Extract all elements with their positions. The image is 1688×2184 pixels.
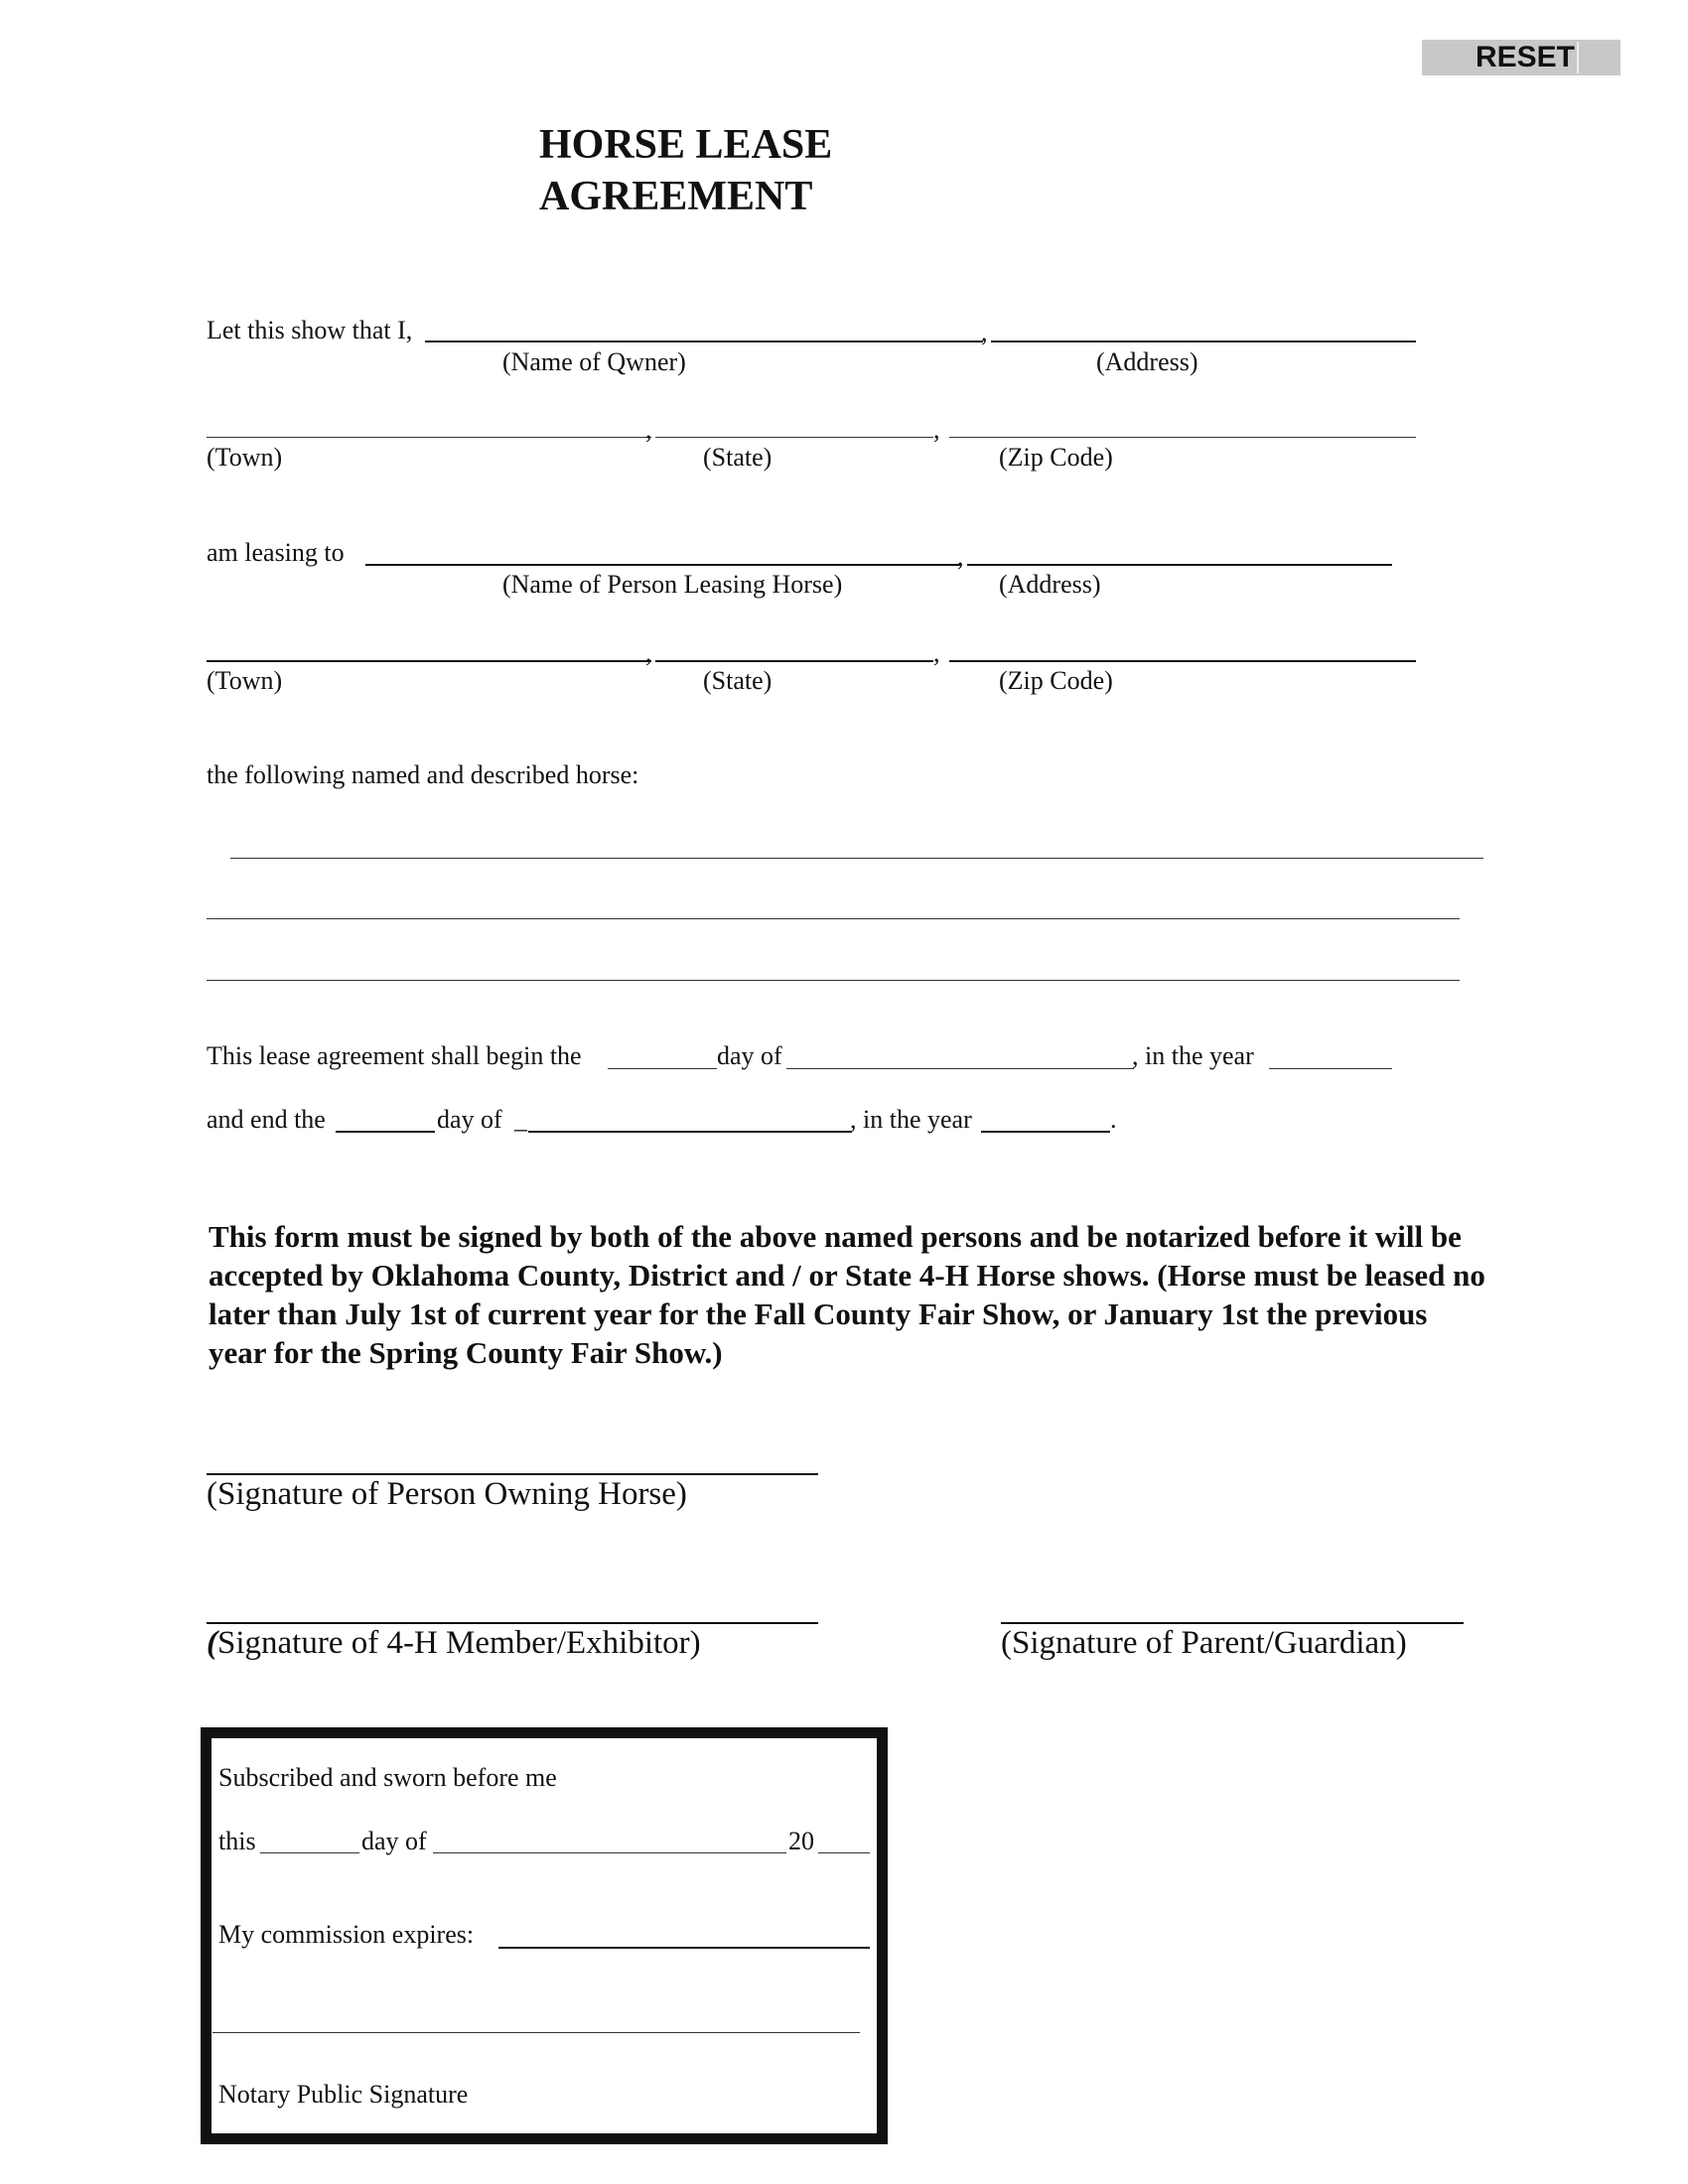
owner-comma: , xyxy=(981,318,988,346)
owner-zip-label: (Zip Code) xyxy=(999,443,1113,472)
notary-this: this xyxy=(218,1827,256,1855)
member-signature-paren: ( xyxy=(207,1625,217,1661)
owner-comma-2: , xyxy=(645,415,652,444)
owner-zip-field[interactable] xyxy=(949,437,1416,438)
notary-subscribed: Subscribed and sworn before me xyxy=(218,1763,557,1792)
member-signature-text: Signature of 4-H Member/Exhibitor) xyxy=(217,1625,701,1661)
horse-intro: the following named and described horse: xyxy=(207,760,639,789)
notary-commission-field[interactable] xyxy=(498,1947,870,1949)
lessee-town-field[interactable] xyxy=(207,660,651,662)
owner-state-field[interactable] xyxy=(655,437,933,438)
notary-month-field[interactable] xyxy=(433,1852,786,1853)
notary-signature-label: Notary Public Signature xyxy=(218,2080,469,2109)
reset-button[interactable]: RESET xyxy=(1422,40,1620,75)
owner-comma-3: , xyxy=(933,415,940,444)
owner-town-field[interactable] xyxy=(207,437,651,438)
title-line-1: HORSE LEASE xyxy=(539,122,833,168)
notary-commission: My commission expires: xyxy=(218,1920,475,1949)
lessee-state-field[interactable] xyxy=(655,660,933,662)
member-signature-label xyxy=(207,1624,701,1662)
lessee-address-label: (Address) xyxy=(999,570,1101,599)
end-day-field[interactable] xyxy=(336,1131,435,1133)
notary-day-of: day of xyxy=(361,1827,427,1855)
lessee-zip-label: (Zip Code) xyxy=(999,666,1113,695)
title-line-2: AGREEMENT xyxy=(539,174,813,219)
end-month-field[interactable] xyxy=(528,1131,852,1133)
owner-town-label: (Town) xyxy=(207,443,283,472)
lessee-comma: , xyxy=(957,542,964,571)
horse-description-line-2[interactable] xyxy=(207,918,1460,919)
notary-signature-field[interactable] xyxy=(212,2032,860,2033)
owner-address-field[interactable] xyxy=(991,341,1416,342)
lessee-town-label: (Town) xyxy=(207,666,283,695)
owner-name-field[interactable] xyxy=(425,341,983,342)
end-prefix: and end the xyxy=(207,1105,326,1134)
owner-signature-label: (Signature of Person Owning Horse) xyxy=(207,1476,687,1512)
owner-address-label: (Address) xyxy=(1096,347,1198,376)
owner-intro: Let this show that I, xyxy=(207,316,413,344)
end-underscore: _ xyxy=(514,1105,527,1134)
notary-year-prefix: 20 xyxy=(788,1827,814,1855)
lessee-state-label: (State) xyxy=(703,666,773,695)
end-year-field[interactable] xyxy=(981,1131,1110,1133)
owner-state-label: (State) xyxy=(703,443,773,472)
lessee-intro: am leasing to xyxy=(207,538,345,567)
parent-signature-label: (Signature of Parent/Guardian) xyxy=(1001,1625,1407,1661)
begin-prefix: This lease agreement shall begin the xyxy=(207,1041,582,1070)
begin-year-field[interactable] xyxy=(1269,1068,1392,1069)
begin-day-field[interactable] xyxy=(608,1068,717,1069)
lessee-comma-3: , xyxy=(933,638,940,667)
begin-day-of: day of xyxy=(717,1041,782,1070)
lessee-zip-field[interactable] xyxy=(949,660,1416,662)
lessee-address-field[interactable] xyxy=(967,564,1392,566)
owner-name-label: (Name of Qwner) xyxy=(502,347,686,376)
begin-in-year: , in the year xyxy=(1132,1041,1254,1070)
lessee-name-field[interactable] xyxy=(365,564,961,566)
horse-description-line-1[interactable] xyxy=(230,858,1483,859)
notary-year-field[interactable] xyxy=(818,1852,870,1853)
end-in-year: , in the year xyxy=(850,1105,972,1134)
end-day-of: day of xyxy=(437,1105,502,1134)
lessee-name-label: (Name of Person Leasing Horse) xyxy=(502,570,843,599)
notice-paragraph: This form must be signed by both of the above named persons and be notarized before it will be accepted by Oklahoma County, District and / or State 4-H Horse shows. (Horse must be leased no later than July 1st of current year for the Fall County Fair Show, or January 1st the previous year for the Spring County Fair Show.) xyxy=(209,1219,1485,1370)
lessee-comma-2: , xyxy=(645,638,652,667)
begin-month-field[interactable] xyxy=(786,1068,1134,1069)
notary-day-field[interactable] xyxy=(260,1852,359,1853)
end-period: . xyxy=(1110,1105,1117,1134)
horse-description-line-3[interactable] xyxy=(207,980,1460,981)
